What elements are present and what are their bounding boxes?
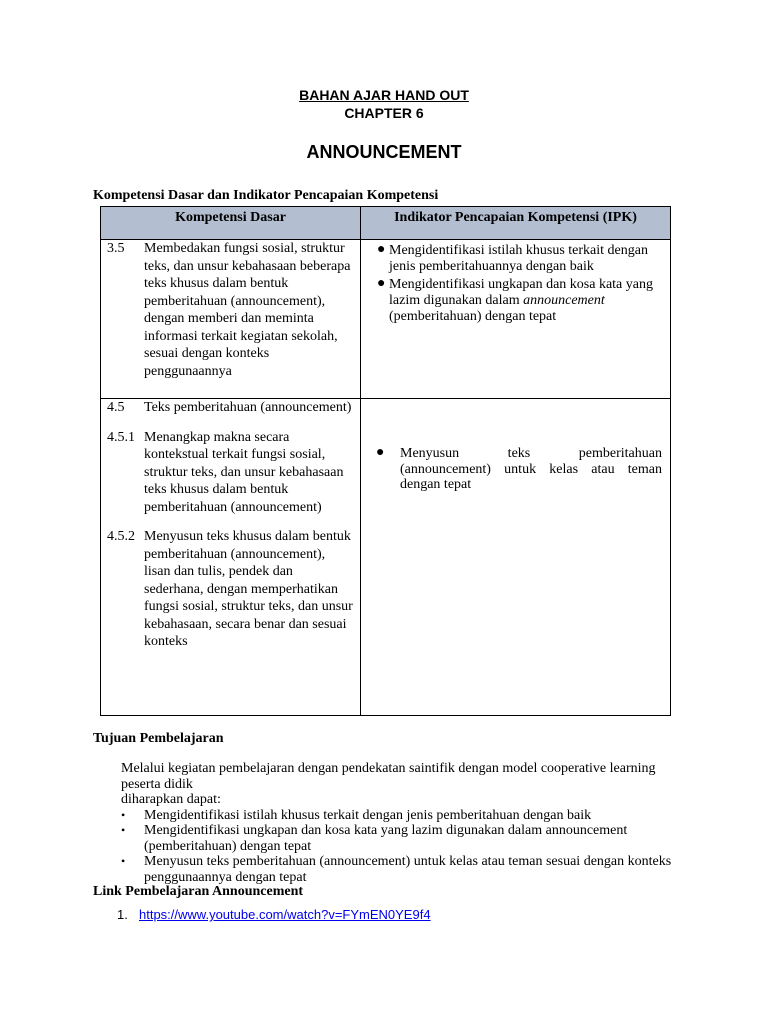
document-title: BAHAN AJAR HAND OUT: [299, 87, 469, 103]
table-header-row: [101, 207, 671, 240]
kd-text: Teks pemberitahuan (announcement): [144, 400, 352, 415]
kd-number: 4.5.2: [107, 529, 135, 544]
ipk-text: Mengidentifikasi ungkapan dan kosa kata yang lazim digunakan dalam: [389, 277, 653, 308]
list-item: [121, 808, 681, 824]
links-title: Link Pembelajaran Announcement: [93, 884, 304, 899]
youtube-link[interactable]: https://www.youtube.com/watch?v=FYmEN0YE9f4: [139, 907, 431, 922]
ipk-item: [377, 446, 662, 493]
kd-text: Membedakan fungsi sosial, struktur teks, dan unsur kebahasaan beberapa teks khusus dalam bentuk pemberitahuan (announcement), dengan memberi dan meminta informasi terkait kegiatan sekolah, sesuai dengan konteks penggunaannya: [144, 241, 351, 379]
list-item-text: Mengidentifikasi ungkapan dan kosa kata yang lazim digunakan dalam announcement (pemberitahuan) dengan tepat: [144, 823, 628, 854]
ipk-cell: [361, 240, 671, 399]
ipk-list: [361, 240, 670, 325]
bullet-icon: •: [121, 854, 126, 868]
ipk-italic-term: announcement: [523, 293, 605, 308]
tujuan-list: [121, 808, 681, 886]
column-header-ipk: Indikator Pencapaian Kompetensi (IPK): [361, 207, 671, 240]
ipk-item: [377, 277, 662, 325]
list-item: [121, 854, 681, 885]
tujuan-title: Tujuan Pembelajaran: [93, 731, 224, 746]
list-item: [121, 823, 681, 854]
ipk-text: (pemberitahuan) dengan tepat: [389, 309, 557, 324]
kd-cell: [101, 240, 361, 399]
tujuan-intro-continuation: diharapkan dapat:: [121, 792, 221, 807]
ipk-list: [361, 399, 670, 493]
chapter-label: CHAPTER 6: [344, 105, 424, 121]
bullet-icon: •: [121, 807, 126, 822]
tujuan-intro: Melalui kegiatan pembelajaran dengan pendekatan saintifik dengan model cooperative learning peserta didik: [121, 761, 656, 792]
column-header-kd: Kompetensi Dasar: [101, 207, 361, 240]
tujuan-body: [121, 761, 681, 885]
kd-section-title: Kompetensi Dasar dan Indikator Pencapaian Kompetensi: [93, 188, 439, 203]
kd-number: 3.5: [107, 241, 125, 256]
kd-item: [101, 528, 360, 651]
kd-item: [101, 240, 360, 380]
list-item-text: Menyusun teks pemberitahuan (announcement) untuk kelas atau teman sesuai dengan konteks penggunaannya dengan tepat: [144, 854, 672, 885]
kd-cell: [101, 399, 361, 716]
bullet-icon: •: [121, 823, 126, 837]
ipk-item: [377, 243, 662, 275]
table-row: [101, 399, 671, 716]
bullet-icon: ●: [377, 242, 386, 257]
kd-item: [101, 399, 360, 417]
link-item: [117, 907, 431, 923]
kd-number: 4.5.1: [107, 429, 135, 445]
kd-item: [101, 429, 360, 517]
table-row: [101, 240, 671, 399]
link-number: 1.: [117, 907, 128, 922]
competency-table: [100, 206, 671, 716]
ipk-cell: [361, 399, 671, 716]
ipk-text: Mengidentifikasi istilah khusus terkait dengan jenis pemberitahuannya dengan baik: [389, 243, 648, 274]
list-item-text: Mengidentifikasi istilah khusus terkait dengan jenis pemberitahuan dengan baik: [144, 807, 592, 823]
kd-number: 4.5: [107, 400, 125, 415]
ipk-text: Menyusun teks pemberitahuan (announcement) untuk kelas atau teman dengan tepat: [400, 446, 662, 492]
main-heading: ANNOUNCEMENT: [306, 142, 462, 162]
kd-text: Menyusun teks khusus dalam bentuk pemberitahuan (announcement), lisan dan tulis, pendek dan sederhana, dengan memperhatikan fungsi sosial, struktur teks, dan unsur kebahasaan, secara benar dan sesuai konteks: [144, 529, 353, 649]
kd-text: Menangkap makna secara kontekstual terkait fungsi sosial, struktur teks, dan unsur kebahasaan teks khusus dalam bentuk pemberitahuan (announcement): [144, 429, 344, 515]
bullet-icon: ●: [377, 276, 386, 291]
bullet-icon: ●: [376, 445, 385, 460]
